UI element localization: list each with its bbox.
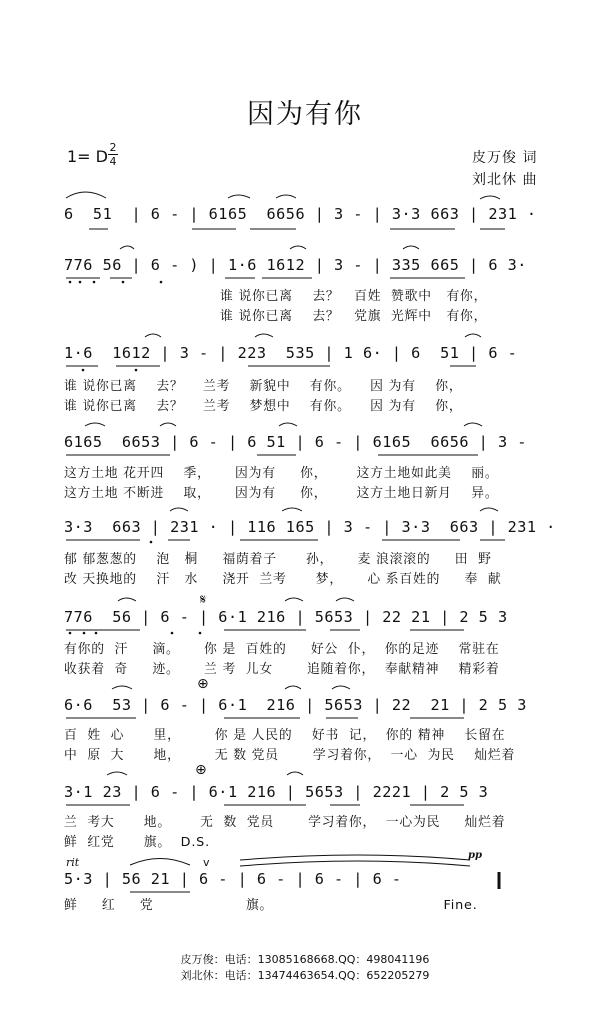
breath-mark: v bbox=[203, 856, 210, 869]
footer-contact-line: 皮万俊：电话：13085168668.QQ：498041196 bbox=[180, 953, 430, 966]
notation-line: 6165 6653 | 6 - | 6 51 | 6 - | 6165 6656 | 3 - bbox=[64, 433, 527, 451]
lyric-line: 谁 说你已离 去？ 百姓 赞歌中 有你， bbox=[220, 289, 488, 304]
song-title: 因为有你 bbox=[247, 99, 363, 130]
lyric-line: 兰 考大 地。 无 数 党员 学习着你， 一心为民 灿烂着 bbox=[64, 815, 506, 830]
lyric-line: 改 天换地的 汗 水 浇开 兰考 梦， 心 系百姓的 奉 献 bbox=[64, 572, 502, 587]
lyric-line: 谁 说你已离 去？ 兰考 新貌中 有你。 因 为有 你， bbox=[64, 379, 463, 394]
dynamic-mark: pp bbox=[468, 850, 482, 861]
lyric-line: 鲜 红党 旗。 D.S. bbox=[64, 835, 210, 850]
notation-line: 776 56 | 6 - ) | 1·6 1612 | 3 - | 335 665 | 6 3· bbox=[64, 256, 527, 274]
coda-sign: ⊕ bbox=[195, 762, 207, 778]
notation-line: 5·3 | 56 21 | 6 - | 6 - | 6 - | 6 - bbox=[64, 870, 402, 888]
lyric-line: 这方土地 花开四 季， 因为有 你， 这方土地如此美 丽。 bbox=[64, 466, 499, 481]
lyric-line: 百 姓 心 里， 你 是 人民的 好书 记， 你的 精神 长留在 bbox=[64, 728, 506, 743]
notation-line: 6 51 | 6 - | 6165 6656 | 3 - | 3·3 663 | 231 · bbox=[64, 205, 537, 223]
notation-line: 3·3 663 | 231 · | 116 165 | 3 - | 3·3 663 | 231 · bbox=[64, 518, 556, 536]
lyric-line: 郁 郁葱葱的 泡 桐 福荫着子 孙， 麦 浪滚滚的 田 野 bbox=[64, 552, 492, 567]
lyric-line: 谁 说你已离 去？ 党旗 光辉中 有你， bbox=[220, 309, 488, 324]
coda-sign: ⊕ bbox=[197, 676, 209, 692]
ritardando-mark: rit bbox=[66, 856, 80, 869]
lyricist-credit: 皮万俊 词 bbox=[472, 150, 538, 166]
composer-credit: 刘北休 曲 bbox=[472, 172, 538, 188]
segno-sign: 𝄋 bbox=[200, 592, 207, 608]
notation-line: 776 56 | 6 - | 6·1 216 | 5653 | 22 21 | 2 5 3 bbox=[64, 608, 508, 626]
key-signature: 1= D bbox=[67, 147, 108, 166]
lyric-line: 中 原 大 地， 无 数 党员 学习着你， 一心 为民 灿烂着 bbox=[64, 748, 516, 763]
lyric-line: 这方土地 不断进 取， 因为有 你， 这方土地日新月 异。 bbox=[64, 486, 499, 501]
lyric-line: 鲜 红 党 旗。 Fine. bbox=[64, 898, 478, 913]
lyric-line: 有你的 汗 滴。 你 是 百姓的 好公 仆， 你的足迹 常驻在 bbox=[64, 642, 500, 657]
time-signature-bottom: 4 bbox=[109, 155, 117, 168]
notation-line: 6·6 53 | 6 - | 6·1 216 | 5653 | 22 21 | 2 5 3 bbox=[64, 696, 527, 714]
lyric-line: 收获着 奇 迹。 兰 考 儿女 追随着你， 奉献精神 精彩着 bbox=[64, 662, 500, 677]
notation-line: 1·6 1612 | 3 - | 223 535 | 1 6· | 6 51 | 6 - bbox=[64, 344, 518, 362]
notation-line: 3·1 23 | 6 - | 6·1 216 | 5653 | 2221 | 2 5 3 bbox=[64, 783, 489, 801]
time-signature-top: 2 bbox=[109, 141, 117, 154]
lyric-line: 谁 说你已离 去？ 兰考 梦想中 有你。 因 为有 你， bbox=[64, 399, 463, 414]
footer-contact-line: 刘北休：电话：13474463654.QQ：652205279 bbox=[180, 969, 430, 982]
